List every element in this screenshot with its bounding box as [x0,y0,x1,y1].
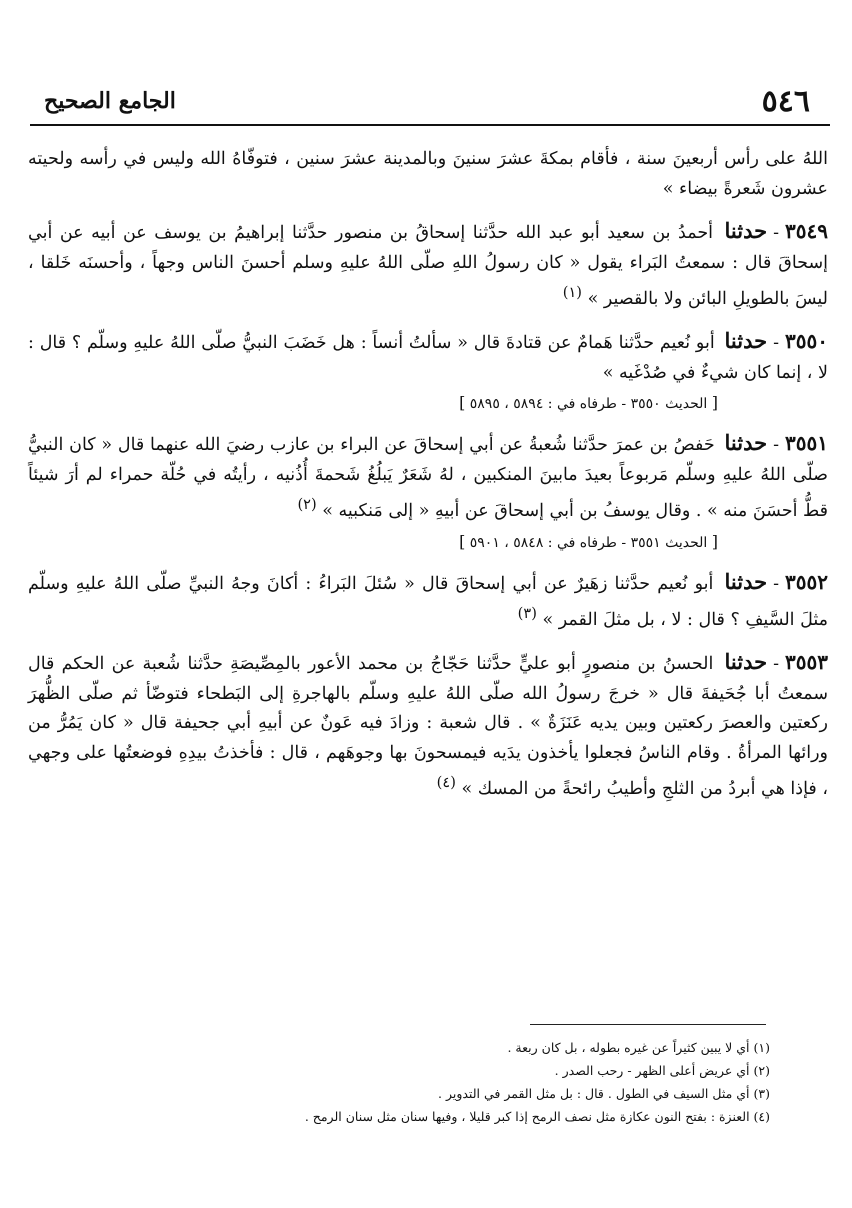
hadith-number: ٣٥٤٩ [785,219,828,243]
hadith-3551: ٣٥٥١-حدثنا حَفصُ بن عمرَ حدَّثنا شُعبةُ عن أبي إسحاقَ عن البراء بن عازب رضيَ الله عنهما قال « كان النبيُّ صلّى اللهُ عليهِ وسلّم مَربوعاً بعيدَ مابينَ المنكبين ، لهُ شَعَرٌ يَبلُغُ شَحمةَ أُذُنيه ، رأيتُه في حُلّة حمراء لم أرَ شيئاً قطُّ أحسَنَ منه » . وقال يوسفُ بن أبي إسحاقَ عن أبيهِ « إلى مَنكبيه » $^{(٢)}$ [28,430,828,522]
footnote: (٣) أي مثل السيف في الطول . قال : بل مثل القمر في التدوير . [438,1086,770,1101]
hadith-3550: ٣٥٥٠-حدثنا أبو نُعيم حدَّثنا هَمامٌ عن قتادةَ قال « سألتُ أنساً : هل خَضَبَ النبيُّ صلّى اللهُ عليهِ وسلّم ؟ قال : لا ، إنما كان شيءٌ في صُدْغَيه » [28,328,828,383]
hadith-3552: ٣٥٥٢-حدثنا أبو نُعيم حدَّثنا زهَيرٌ عن أبي إسحاقَ قال « سُئلَ البَراءُ : أكانَ وجهُ النبيِّ صلّى اللهُ عليهِ وسلّم مثلَ السَّيفِ ؟ قال : لا ، بل مثلَ القمر » $^{(٣)}$ [28,568,828,630]
footnote: (٤) العنزة : بفتح النون عكازة مثل نصف الرمح إذا كبر قليلا ، وفيها سنان مثل سنان الرمح . [304,1109,770,1124]
reference-text: الحديث ٣٥٥١ - طرفاه في : ٥٨٤٨ ، ٥٩٠١ [469,534,708,551]
hadith-text: أحمدُ بن سعيد أبو عبد الله حدَّثنا إسحاقُ بن منصور حدَّثنا إبراهيمُ بن يوسف عن أبيه عن أبي إسحاقَ قال : سمعتُ البَراء يقول « كان رسولُ اللهِ صلّى اللهُ عليهِ وسلم أحسنَ الناس وجهاً ، وأحسنَه خَلقا ، ليسَ بالطويلِ البائن ولا بالقصير » [28,223,828,309]
hadith-number: ٣٥٥٠ [785,329,828,354]
haddathana-word: حدثنا [724,430,768,456]
hadith-number: ٣٥٥٢ [785,569,828,594]
main-text [28,145,828,805]
header-rule [30,124,830,126]
hadith-text: أبو نُعيم حدَّثنا زهَيرٌ عن أبي إسحاقَ قال « سُئلَ البَراءُ : أكانَ وجهُ النبيِّ صلّى اللهُ عليهِ وسلّم مثلَ السَّيفِ ؟ قال : لا ، بل مثلَ القمر » [28,573,828,630]
footnote-mark: (١) [562,284,582,301]
hadith-text: حَفصُ بن عمرَ حدَّثنا شُعبةُ عن أبي إسحاقَ عن البراء بن عازب رضيَ الله عنهما قال « كان النبيُّ صلّى اللهُ عليهِ وسلّم مَربوعاً بعيدَ مابينَ المنكبين ، لهُ شَعَرٌ يَبلُغُ شَحمةَ أُذُنيه ، رأيتُه في حُلّة حمراء لم أرَ شيئاً قطُّ أحسَنَ منه » . وقال يوسفُ بن أبي إسحاقَ عن أبيهِ « إلى مَنكبيه » [28,435,828,522]
footnote: (٢) أي عريض أعلى الظهر - رحب الصدر . [554,1063,770,1078]
hadith-number: ٣٥٥٣ [785,650,828,675]
hadith-number: ٣٥٥١ [785,431,828,456]
haddathana-word: حدثنا [724,328,768,354]
haddathana-word: حدثنا [724,218,768,243]
hadith-text: أبو نُعيم حدَّثنا هَمامٌ عن قتادةَ قال « سألتُ أنساً : هل خَضَبَ النبيُّ صلّى اللهُ عليهِ وسلّم ؟ قال : لا ، إنما كان شيءٌ في صُدْغَيه » [28,333,828,383]
footnote: (١) أي لا يبين كثيراً عن غيره بطوله ، بل كان ربعة . [507,1040,770,1055]
footnote-mark: (٤) [436,774,456,792]
page-number: ٥٤٦ [761,84,810,119]
page-header [30,78,830,124]
continuation-paragraph: اللهُ على رأس أربعينَ سنة ، فأقام بمكةَ عشرَ سنينَ وبالمدينة عشرَ سنين ، فتوفّاهُ الله وليس في رأسه ولحيته عشرون شَعرةً بيضاء » [28,149,828,199]
cross-reference: [ الحديث ٣٥٥٠ - طرفاه في : ٥٨٩٤ ، ٥٨٩٥ ] [459,393,718,413]
footnote-separator [530,1024,766,1025]
footnote-mark: (٣) [517,605,537,623]
hadith-3549: ٣٥٤٩-حدثنا أحمدُ بن سعيد أبو عبد الله حدَّثنا إسحاقُ بن منصور حدَّثنا إبراهيمُ بن يوسف عن أبيه عن أبي إسحاقَ قال : سمعتُ البَراء يقول « كان رسولُ اللهِ صلّى اللهُ عليهِ وسلم أحسنَ الناس وجهاً ، وأحسنَه خَلقا ، ليسَ بالطويلِ البائن ولا بالقصير » $^{(١)}$ [28,218,828,309]
footnote-mark: (٢) [297,496,317,514]
haddathana-word: حدثنا [724,649,768,675]
reference-text: الحديث ٣٥٥٠ - طرفاه في : ٥٨٩٤ ، ٥٨٩٥ [469,396,708,413]
cross-reference: [ الحديث ٣٥٥١ - طرفاه في : ٥٨٤٨ ، ٥٩٠١ ] [459,531,718,551]
hadith-text: الحسنُ بن منصورٍ أبو عليٍّ حدَّثنا حَجّاجُ بن محمد الأعور بالمِصِّيصَةِ حدَّثنا شُعبة عن الحكم قال سمعتُ أبا جُحَيفةَ قال « خرجَ رسولُ الله صلّى اللهُ عليهِ وسلّم بالهاجرةِ إلى البَطحاء فتوضّأ ثم صلّى الظُّهرَ ركعتين والعصرَ ركعتين وبين يديه عَنَزَةٌ » . قال شعبة : وزادَ فيه عَونٌ عن أبيهِ أبي جحيفة قال « كان يَمُرُّ من ورائها المرأةُ . وقام الناسُ فجعلوا يأخذون يدَيه فيمسحونَ بها وجوهَهم ، قال : فأخذتُ بيدِهِ فوضعتُها على وجهي ، فإذا هي أبردُ من الثلجِ وأطيبُ رائحةً من المسك » [28,654,828,800]
hadith-3553: ٣٥٥٣-حدثنا الحسنُ بن منصورٍ أبو عليٍّ حدَّثنا حَجّاجُ بن محمد الأعور بالمِصِّيصَةِ حدَّثنا شُعبة عن الحكم قال سمعتُ أبا جُحَيفةَ قال « خرجَ رسولُ الله صلّى اللهُ عليهِ وسلّم بالهاجرةِ إلى البَطحاء فتوضّأ ثم صلّى الظُّهرَ ركعتين والعصرَ ركعتين وبين يديه عَنَزَةٌ » . قال شعبة : وزادَ فيه عَونٌ عن أبيهِ أبي جحيفة قال « كان يَمُرُّ من ورائها المرأةُ . وقام الناسُ فجعلوا يأخذون يدَيه فيمسحونَ بها وجوهَهم ، قال : فأخذتُ بيدِهِ فوضعتُها على وجهي ، فإذا هي أبردُ من الثلجِ وأطيبُ رائحةً من المسك » $^{(٤)}$ [28,649,828,800]
footnotes [150,1036,770,1128]
haddathana-word: حدثنا [724,568,768,594]
running-title: الجامع الصحيح [44,88,176,114]
